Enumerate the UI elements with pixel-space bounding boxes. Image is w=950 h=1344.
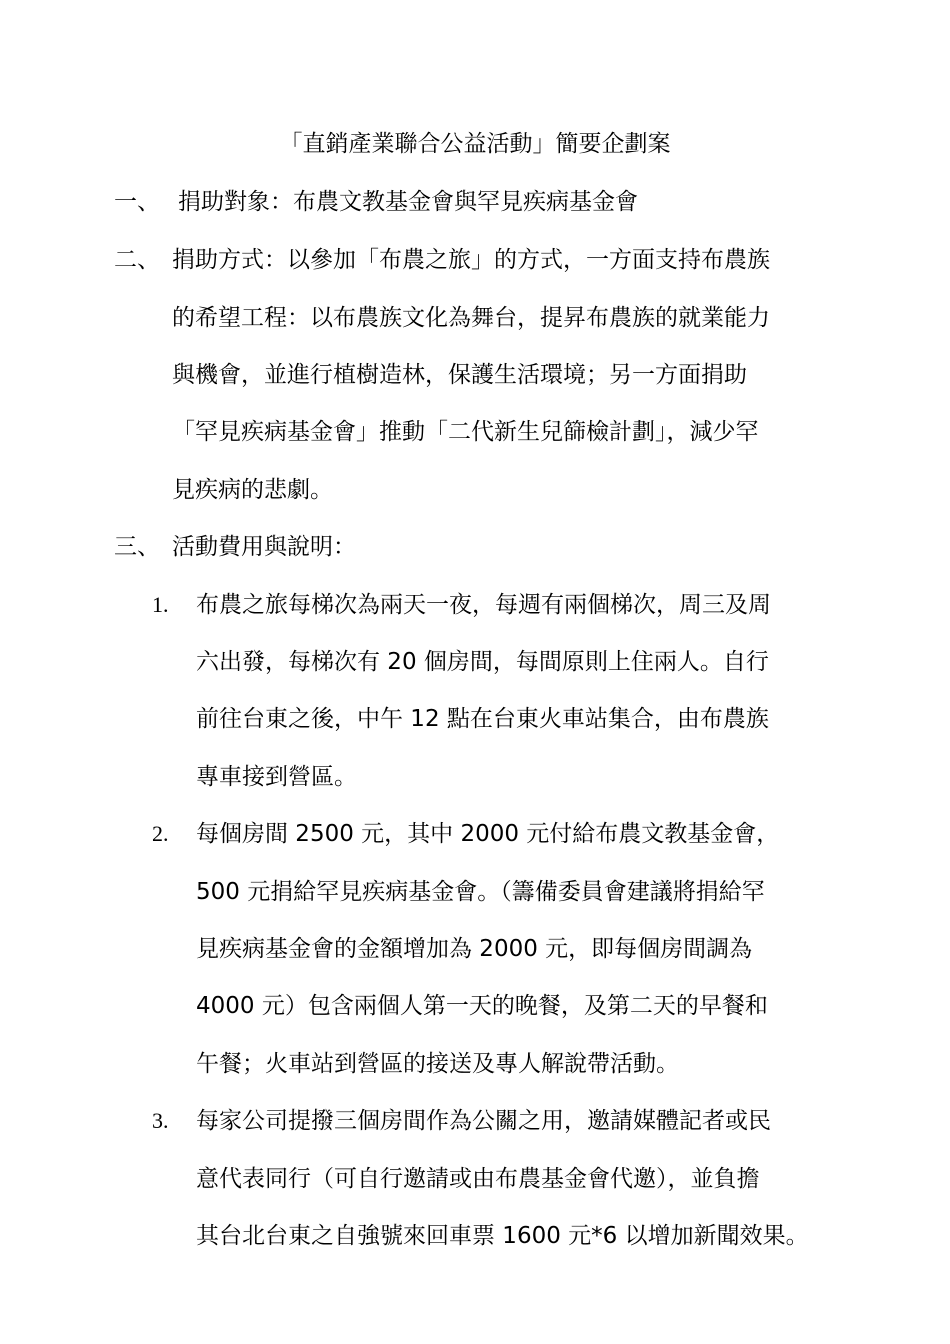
section-1-line: 捐助對象：布農文教基金會與罕見疾病基金會 <box>178 189 638 215</box>
list-item-line: 專車接到營區。 <box>196 764 357 790</box>
section-marker-3: 三、 <box>114 534 160 560</box>
list-item-line: 500 元捐給罕見疾病基金會。（籌備委員會建議將捐給罕 <box>196 879 765 905</box>
section-marker-1: 一、 <box>114 189 160 215</box>
list-item-line: 六出發，每梯次有 20 個房間，每間原則上住兩人。自行 <box>196 649 769 675</box>
list-item-number-1: 1. <box>152 592 169 617</box>
list-item-number-3: 3. <box>152 1108 169 1133</box>
list-item-line: 見疾病基金會的金額增加為 2000 元，即每個房間調為 <box>196 936 753 962</box>
section-2-line: 與機會，並進行植樹造林，保護生活環境；另一方面捐助 <box>172 362 747 388</box>
list-item-line: 4000 元）包含兩個人第一天的晚餐，及第二天的早餐和 <box>196 993 768 1019</box>
list-item-line: 前往台東之後，中午 12 點在台東火車站集合，由布農族 <box>196 706 769 732</box>
section-3-line: 活動費用與說明： <box>172 534 356 560</box>
list-item-line: 意代表同行（可自行邀請或由布農基金會代邀），並負擔 <box>196 1166 760 1192</box>
section-2-line: 捐助方式：以參加「布農之旅」的方式，一方面支持布農族 <box>172 247 770 273</box>
document-title: 「直銷產業聯合公益活動」簡要企劃案 <box>279 131 671 157</box>
section-2-line: 見疾病的悲劇。 <box>172 477 333 503</box>
list-item-line: 午餐；火車站到營區的接送及專人解說帶活動。 <box>196 1051 679 1077</box>
list-item-line: 其台北台東之自強號來回車票 1600 元*6 以增加新聞效果。 <box>196 1223 809 1249</box>
list-item-line: 每個房間 2500 元，其中 2000 元付給布農文教基金會， <box>196 821 780 847</box>
list-item-number-2: 2. <box>152 821 169 846</box>
list-item-line: 每家公司提撥三個房間作為公關之用，邀請媒體記者或民 <box>196 1108 771 1134</box>
section-marker-2: 二、 <box>114 247 160 273</box>
section-2-line: 的希望工程：以布農族文化為舞台，提昇布農族的就業能力 <box>172 305 770 331</box>
section-2-line: 「罕見疾病基金會」推動「二代新生兒篩檢計劃」，減少罕 <box>172 419 759 445</box>
list-item-line: 布農之旅每梯次為兩天一夜，每週有兩個梯次，周三及周 <box>196 592 771 618</box>
